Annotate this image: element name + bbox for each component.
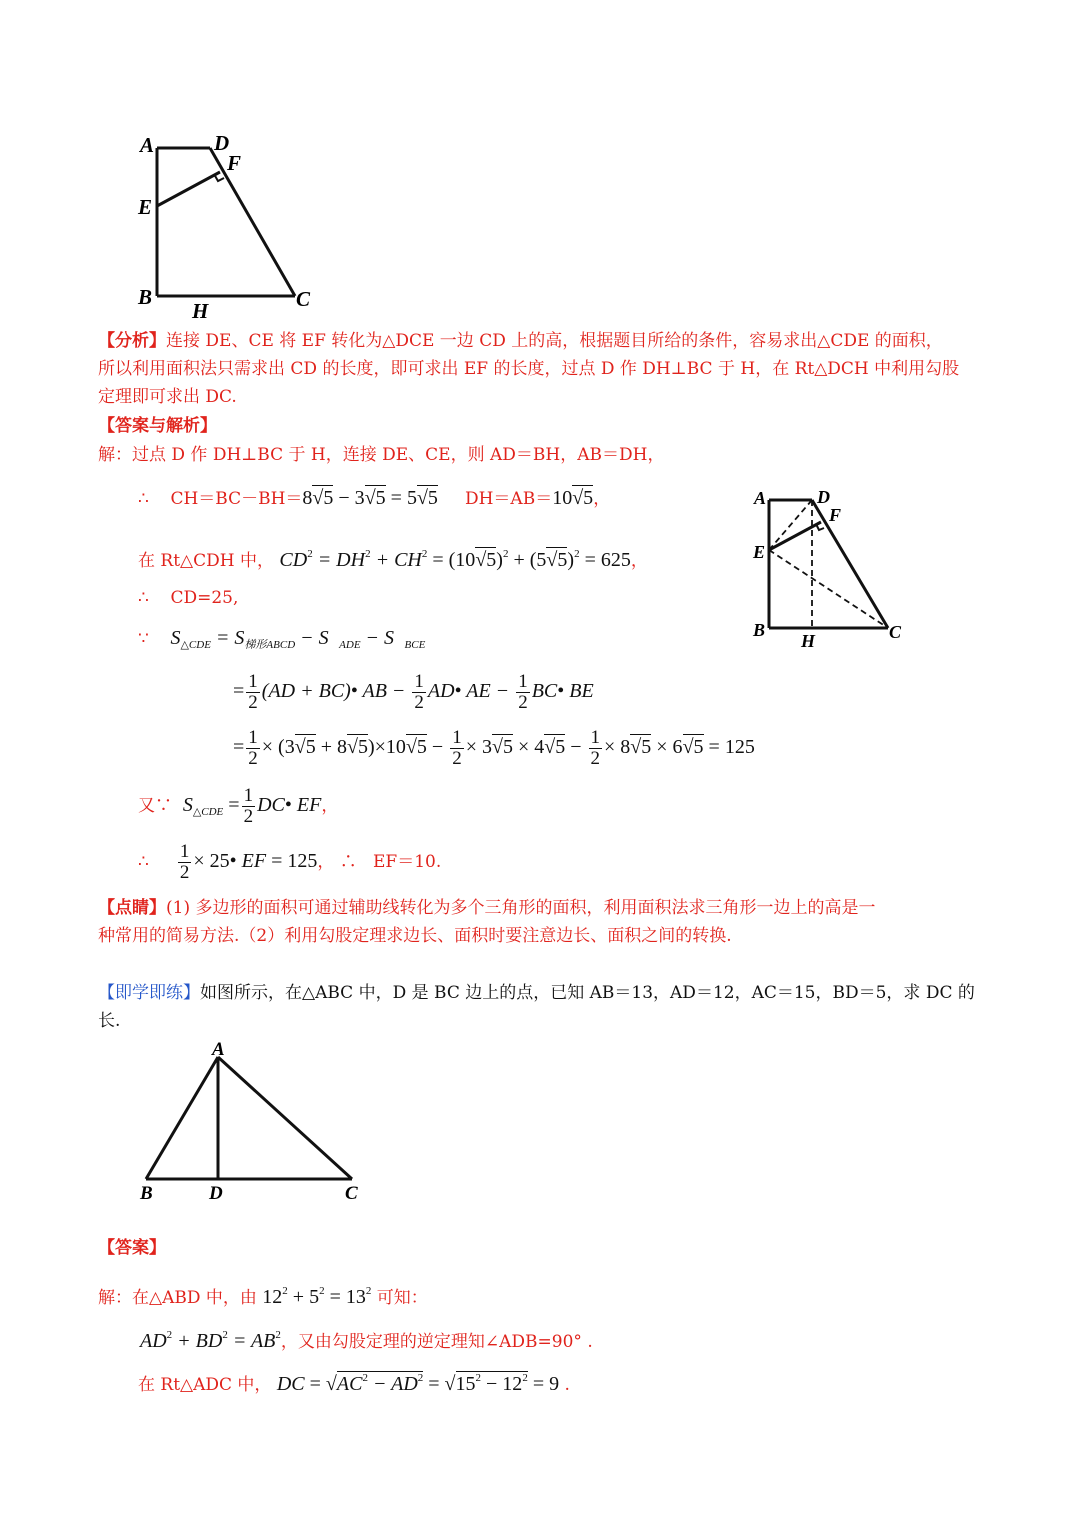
label2-D: D [817,487,830,507]
tri-label-A: A [212,1039,225,1060]
practice-section [98,979,998,1035]
label2-B: B [753,620,766,640]
answer2-line3: 在 Rt△ADC 中， DC = $√AC^2 - AD^2 = √15^2 - 12^2 = 9$ . [138,1372,570,1395]
ch-text: CH＝BC－BH＝ [170,489,303,509]
therefore-1: ∴ [138,489,149,509]
answer2-line2: $AD^2 + BD^2 = AB^2$，又由勾股定理的逆定理知∠ADB=90° . [140,1329,593,1352]
answer2-line1 [98,1277,428,1312]
step-ef: ∴ $\frac{1}{2}$ × 25• EF = 125， ∴ EF＝10. [138,841,442,883]
label-D: D [214,131,230,155]
label2-F: F [829,505,842,525]
step-area-formula: = $\frac{1}{2}$ (AD + BC)• AB − $\frac{1}{2}$ AD• AE − $\frac{1}{2}$ BC• BE [233,671,594,713]
answer2-tag: 【答案】 [98,1238,166,1258]
step-area [138,624,425,659]
step-cd [138,584,238,612]
dh-math: 10√5 [552,487,594,509]
answer2-l3-text: 在 Rt△ADC 中， [138,1375,272,1395]
therefore-2: ∴ [138,588,149,608]
area-alt-math: $S_{\triangle CDE}$ = $\frac{1}{2}$ DC• EF [182,785,322,827]
area-math: $S_{\triangle CDE} = S_{梯形ABCD} - S$ $_{ADE}$ − S $_{BCE}$ [170,627,426,651]
rt-cdh-text: 在 Rt△CDH 中， [138,551,274,571]
ef-value: EF＝10. [373,852,442,873]
answer2-l2-math: $AD^2 + BD^2 = AB^2$ [140,1329,281,1352]
label-A: A [140,133,155,157]
label-E: E [138,195,153,219]
label-B: B [138,285,153,309]
analysis-line1: 连接 DE、CE 将 EF 转化为△DCE 一边 CD 上的高，根据题目所给的条件，容易求出△CDE 的面积， [166,331,943,351]
answer2-l3-math: DC = $√AC^2 - AD^2 = √15^2 - 12^2 = 9$ [276,1372,560,1395]
cd-square-math: $CD^2 = DH^2 + CH^2 = (10√5)^2 + (5√5)^2 = 625$ [279,548,631,571]
label2-C: C [889,622,902,642]
dh-text: DH＝AB＝ [464,489,553,509]
therefore-4: ∴ [339,852,357,873]
practice-tag: 【即学即练】 [98,983,200,1003]
key-points-tag: 【点睛】 [98,898,166,918]
key-points-line2: 种常用的简易方法.（2）利用勾股定理求边长、面积时要注意边长、面积之间的转换. [98,926,732,946]
analysis-line2: 所以利用面积法只需求出 CD 的长度，即可求出 EF 的长度，过点 D 作 DH⊥BC 于 H，在 Rt△DCH 中利用勾股 [98,359,960,379]
trapezoid-dashed-figure [748,484,918,654]
also-because: 又∵ [138,796,172,817]
because-1: ∵ [138,629,149,649]
answer-tag: 【答案与解析】 [98,416,217,436]
key-points-section [98,894,998,950]
step-ch: ∴ CH＝BC－BH＝8√5 − 3√5 = 5√5 DH＝AB＝10√5， [138,487,611,509]
therefore-3: ∴ [138,852,149,873]
step-area-values: = $\frac{1}{2}$ × (3√5 + 8√5)×10√5 − $\frac{1}{2}$ × 3√5 × 4√5 − $\frac{1}{2}$ × 8√5 × 6√5 = 125 [233,727,755,769]
analysis-line3: 定理即可求出 DC. [98,387,237,407]
trapezoid-figure [130,128,330,323]
tri-label-C: C [345,1183,358,1204]
ch-math: 8√5 − 3√5 = 5√5 [302,487,438,509]
label-C: C [296,287,311,311]
answer2-l1-text: 解：在△ABD 中，由 [98,1288,257,1308]
answer2-l1-text2: 可知： [376,1288,428,1308]
answer-intro: 解：过点 D 作 DH⊥BC 于 H，连接 DE、CE，则 AD＝BH，AB＝DH， [98,445,665,465]
label-H: H [192,299,209,323]
analysis-tag: 【分析】 [98,331,166,351]
ef-math: $\frac{1}{2}$ × 25• EF = 125 [179,841,318,883]
tri-label-D: D [209,1183,223,1204]
tri-label-B: B [140,1183,153,1204]
answer2-l1-math: $12^2 + 5^2 = 13^2$ [262,1285,372,1308]
cd-value: CD=25, [170,588,239,608]
practice-line2: 长. [98,1011,121,1031]
analysis-section [98,327,998,411]
step-area-alt: 又∵ $S_{\triangle CDE}$ = $\frac{1}{2}$ DC• EF， [138,785,339,827]
label2-E: E [753,542,766,562]
answer2-l2-text: ，又由勾股定理的逆定理知∠ADB=90° [280,1332,582,1352]
label2-A: A [754,488,767,508]
label-F: F [227,151,242,175]
key-points-line1: (1) 多边形的面积可通过辅助线转化为多个三角形的面积，利用面积法求三角形一边上的高是一 [166,898,876,918]
practice-line1: 如图所示，在△ABC 中，D 是 BC 边上的点，已知 AB＝13，AD＝12，AC＝15，BD＝5，求 DC 的 [200,983,975,1003]
step-cd-square: 在 Rt△CDH 中， $CD^2 = DH^2 + CH^2 = (10√5)^2 + (5√5)^2 = 625$， [138,548,648,571]
label2-H: H [801,631,816,651]
triangle-figure [130,1035,370,1205]
